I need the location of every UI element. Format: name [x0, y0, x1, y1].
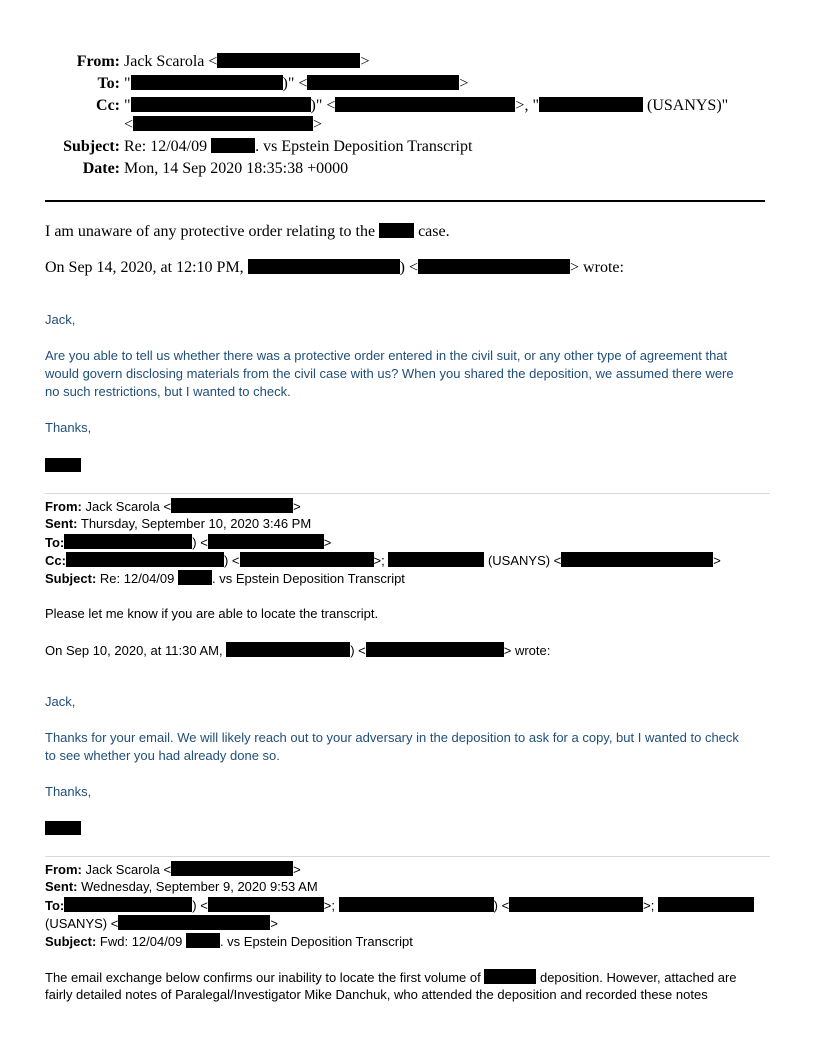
- reply-text: I am unaware of any protective order relating to the: [45, 223, 376, 240]
- redaction: [561, 552, 713, 567]
- email2-sent-row: [45, 516, 311, 531]
- quote-intro-end: > wrote:: [570, 259, 624, 276]
- header-cc-row2: < >: [124, 116, 323, 133]
- email3-body-line-1: [45, 969, 737, 985]
- email3-to-label: To:: [45, 898, 65, 913]
- redaction: [379, 223, 414, 238]
- email3-from-row: From: Jack Scarola < >: [45, 862, 301, 877]
- redaction: [208, 897, 324, 912]
- reply-text-end: case.: [418, 223, 450, 240]
- email2-to-row: To: ) < >: [45, 535, 332, 550]
- quote-intro-text: On Sep 14, 2020, at 12:10 PM,: [45, 259, 244, 276]
- redaction: [66, 552, 224, 567]
- to-label: To:: [97, 75, 120, 92]
- email3-to-row: To: ) < >; ) < >;: [45, 897, 754, 913]
- redaction: [226, 642, 350, 657]
- email2-from-row: From: Jack Scarola < >: [45, 499, 301, 514]
- email3-subject-label: Subject:: [45, 934, 97, 949]
- email3-subject-post: . vs Epstein Deposition Transcript: [219, 934, 413, 949]
- header-to-row: To: " )" < >: [40, 75, 468, 93]
- date-label: Date:: [82, 160, 120, 177]
- from-label: From:: [76, 53, 120, 70]
- redaction: [178, 570, 212, 585]
- redaction: [658, 897, 754, 912]
- email2-cc-label: Cc:: [45, 553, 66, 568]
- redaction: [366, 642, 504, 657]
- redaction: [339, 897, 494, 912]
- email2-subject-pre: Re: 12/04/09: [99, 571, 175, 586]
- subject-post: . vs Epstein Deposition Transcript: [255, 138, 473, 155]
- msg2-signature: [45, 821, 81, 836]
- redaction: [171, 498, 293, 513]
- redaction: [133, 116, 313, 131]
- header-subject-row: [40, 138, 472, 156]
- msg1-thanks: Thanks,: [45, 420, 92, 435]
- email3-divider: [45, 856, 770, 857]
- redaction: [131, 97, 311, 112]
- header-divider: [45, 200, 765, 202]
- email2-cc-row: Cc: ) < >; (USANYS) < >: [45, 553, 721, 568]
- email2-subject-row: [45, 570, 405, 586]
- cc-tail: (USANYS)": [646, 97, 729, 114]
- email3-from-label: From:: [45, 862, 82, 877]
- email2-sent-value: Thursday, September 10, 2020 3:46 PM: [80, 516, 312, 531]
- msg2-thanks: Thanks,: [45, 784, 92, 799]
- redaction: [171, 861, 293, 876]
- reply-line-1: [45, 223, 450, 241]
- email2-quote-pre: On Sep 10, 2020, at 11:30 AM,: [45, 643, 223, 658]
- msg1-para-line-3: no such restrictions, but I wanted to check.: [45, 384, 291, 399]
- email3-sent-value: Wednesday, September 9, 2020 9:53 AM: [81, 879, 318, 894]
- email3-sent-label: Sent:: [45, 879, 78, 894]
- email2-from-value: Jack Scarola <: [85, 499, 172, 514]
- email2-to-label: To:: [45, 535, 65, 550]
- msg2-para-line-1: Thanks for your email. We will likely reach out to your adversary in the deposition to ask for a copy, but I wanted to check: [45, 730, 739, 745]
- email2-subject-post: . vs Epstein Deposition Transcript: [212, 571, 405, 586]
- redaction: [307, 75, 459, 90]
- redaction: [335, 97, 515, 112]
- redaction: [208, 534, 324, 549]
- email2-quote-post: > wrote:: [503, 643, 551, 658]
- email2-cc-usanys: (USANYS) <: [487, 553, 562, 568]
- msg1-para-line-2: would govern disclosing materials from the civil case with us? When you shared the deposition, we assumed there were: [45, 366, 734, 381]
- msg1-signature: [45, 458, 81, 473]
- email3-body-line-2: fairly detailed notes of Paralegal/Investigator Mike Danchuk, who attended the deposition and recorded these notes: [45, 987, 708, 1002]
- email2-quote-intro: On Sep 10, 2020, at 11:30 AM, ) < > wrote:: [45, 643, 551, 658]
- email3-subject-row: [45, 933, 413, 949]
- msg1-para-line-1: Are you able to tell us whether there was a protective order entered in the civil suit, or any other type of agreement that: [45, 348, 728, 363]
- email2-body: Please let me know if you are able to locate the transcript.: [45, 606, 379, 621]
- redaction: [211, 138, 255, 153]
- email2-sent-label: Sent:: [45, 516, 78, 531]
- redaction: [186, 933, 220, 948]
- redaction: [131, 75, 283, 90]
- email3-subject-pre: Fwd: 12/04/09: [99, 934, 183, 949]
- date-value: Mon, 14 Sep 2020 18:35:38 +0000: [124, 160, 349, 177]
- cc-label: Cc:: [96, 97, 120, 114]
- redaction: [484, 969, 536, 984]
- header-from-row: From: Jack Scarola < >: [40, 53, 369, 71]
- redaction: [217, 53, 360, 68]
- redaction: [509, 897, 643, 912]
- redaction: [240, 552, 374, 567]
- from-value: Jack Scarola <: [124, 53, 218, 70]
- email2-from-label: From:: [45, 499, 82, 514]
- redaction: [45, 458, 81, 472]
- redaction: [64, 897, 192, 912]
- msg2-greeting: Jack,: [45, 694, 76, 709]
- redaction: [388, 552, 484, 567]
- email3-to-row2: (USANYS) < >: [45, 916, 278, 931]
- redaction: [64, 534, 192, 549]
- email2-subject-label: Subject:: [45, 571, 97, 586]
- redaction: [118, 915, 270, 930]
- redaction: [539, 97, 643, 112]
- email3-from-value: Jack Scarola <: [85, 862, 172, 877]
- email2-divider: [45, 493, 770, 494]
- header-cc-row: Cc: " )" < >, " (USANYS)": [40, 97, 728, 115]
- subject-label: Subject:: [63, 138, 120, 155]
- email3-body-post: deposition. However, attached are: [539, 970, 737, 985]
- email3-to-usanys: (USANYS) <: [45, 916, 119, 931]
- redaction: [248, 259, 400, 274]
- redaction: [418, 259, 570, 274]
- header-date-row: [40, 160, 348, 178]
- msg1-greeting: Jack,: [45, 312, 76, 327]
- email3-body-pre: The email exchange below confirms our inability to locate the first volume of: [45, 970, 481, 985]
- email3-sent-row: [45, 879, 318, 894]
- subject-pre: Re: 12/04/09: [124, 138, 208, 155]
- msg2-para-line-2: to see whether you had already done so.: [45, 748, 280, 763]
- quote-intro-1: On Sep 14, 2020, at 12:10 PM, ) < > wrote:: [45, 259, 624, 276]
- redaction: [45, 821, 81, 835]
